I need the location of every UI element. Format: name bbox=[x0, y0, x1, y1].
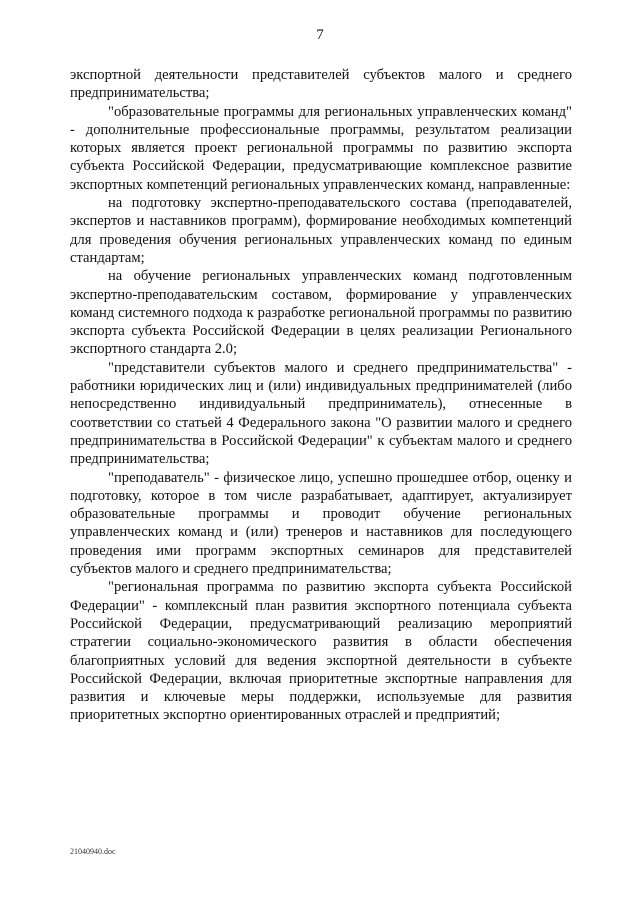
paragraph-definition-regional-program: "региональная программа по развитию экспорта субъекта Российской Федерации" - комплексный план развития экспортного потенциала субъекта Российской Федерации, предусматривающий реализацию мероприятий стратегии социально-экономического развития в области обеспечения благоприятных условий для ведения экспортной деятельности в субъекте Российской Федерации, включая приоритетные экспортные направления для развития и ключевые меры поддержки, используемые для развития приоритетных экспортно ориентированных отраслей и предприятий; bbox=[70, 579, 572, 724]
paragraph-definition-sme-representatives: "представители субъектов малого и среднего предпринимательства" - работники юридических лиц и (или) индивидуальных предпринимателей (либо непосредственно индивидуальный предприниматель), отнесенные в соответствии со статьей 4 Федерального закона "О развитии малого и среднего предпринимательства в Российской Федерации" к субъектам малого и среднего предпринимательства; bbox=[70, 359, 572, 468]
body-text bbox=[70, 66, 572, 725]
paragraph-training-staff: на подготовку экспертно-преподавательского состава (преподавателей, экспертов и наставников программ), формирование необходимых компетенций для проведения обучения региональных управленческих команд по единым стандартам; bbox=[70, 195, 572, 266]
paragraph-definition-education-programs: "образовательные программы для региональных управленческих команд" - дополнительные профессиональные программы, результатом реализации которых является проект региональной программы по развитию экспорта субъекта Российской Федерации, предусматривающие комплексное развитие экспортных компетенций региональных управленческих команд, направленные: bbox=[70, 103, 572, 193]
page-number: 7 bbox=[316, 27, 324, 43]
document-code: 21040940.doc bbox=[70, 847, 116, 856]
paragraph-definition-teacher: "преподаватель" - физическое лицо, успешно прошедшее отбор, оценку и подготовку, которое в том числе разрабатывает, адаптирует, актуализирует образовательные программы и проводит обучение региональных управленческих команд и (или) тренеров и наставников для последующего проведения ими программ экспортных семинаров для представителей субъектов малого и среднего предпринимательства; bbox=[70, 469, 572, 578]
paragraph-continuation: экспортной деятельности представителей субъектов малого и среднего предпринимательства; bbox=[70, 67, 572, 102]
paragraph-training-teams: на обучение региональных управленческих команд подготовленным экспертно-преподавательским составом, формирование у управленческих команд системного подхода к разработке региональной программы по развитию экспорта субъекта Российской Федерации в целях реализации Регионального экспортного стандарта 2.0; bbox=[70, 268, 572, 358]
